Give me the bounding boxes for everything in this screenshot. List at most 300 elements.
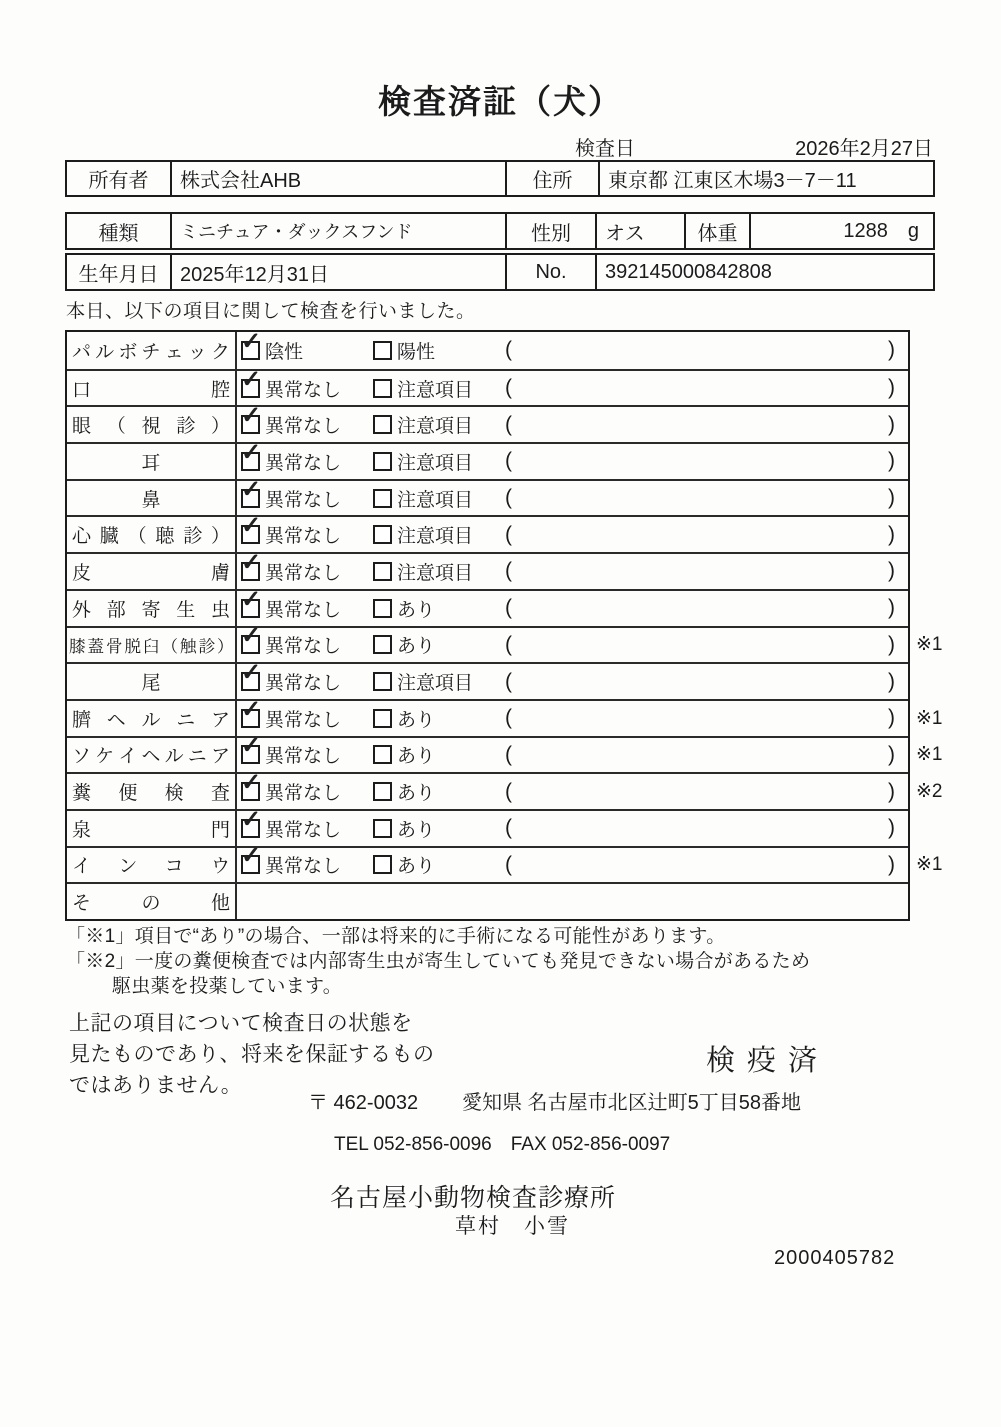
- checklist-row-options: [241, 659, 505, 695]
- label-char: 糞: [72, 783, 92, 805]
- label-char: ニ: [176, 709, 196, 731]
- checked-checkbox-icon: [241, 365, 262, 398]
- owner-table: [65, 160, 935, 197]
- paren-close-text: ): [888, 632, 895, 656]
- label-char: 診: [183, 526, 203, 548]
- option-label: 異常なし: [265, 379, 342, 401]
- label-char: 皮: [72, 562, 92, 584]
- checklist-row: [67, 882, 908, 919]
- paren-open-text: (: [505, 632, 512, 656]
- checked-checkbox-icon: [241, 622, 262, 654]
- birth-label: 生年月日: [78, 263, 159, 286]
- no-label: No.: [505, 255, 595, 289]
- checked-checkbox-icon: [241, 402, 262, 434]
- paren-close-text: ): [888, 852, 895, 876]
- clinic-address-line: [308, 1086, 801, 1115]
- checklist-row-options: [241, 842, 505, 878]
- footnotes: [66, 924, 810, 999]
- checklist-row-options: [241, 695, 505, 732]
- check-mark-icon: ✓: [241, 695, 262, 723]
- option-label: 注意項目: [397, 673, 474, 695]
- option-label: 異常なし: [265, 636, 342, 658]
- option-secondary: [373, 705, 505, 732]
- option-label: 異常なし: [265, 599, 342, 621]
- option-primary: [241, 365, 373, 402]
- checklist-row: [67, 769, 943, 809]
- label-char: チ: [141, 341, 161, 363]
- option-primary: [241, 769, 373, 805]
- label-char: 虫: [210, 599, 230, 621]
- checked-checkbox-icon: [241, 842, 262, 874]
- checked-checkbox-icon: [241, 585, 262, 618]
- row-note: [916, 884, 962, 919]
- unchecked-checkbox-icon: [373, 415, 392, 434]
- weight-label: 体重: [684, 214, 749, 248]
- checklist-row-label: [67, 848, 237, 883]
- checklist-row-content: [237, 622, 943, 663]
- paren-open-text: (: [505, 596, 512, 620]
- paren-close-text: ): [888, 816, 895, 840]
- label-char: 便: [118, 783, 138, 805]
- paren-close-text: ): [888, 742, 895, 766]
- checklist-row-content: [237, 548, 908, 589]
- checklist-row-content: [237, 585, 908, 626]
- paren-close-text: ): [888, 486, 895, 510]
- no-value: 392145000842808: [595, 255, 933, 289]
- check-mark-icon: ✓: [241, 659, 262, 687]
- option-primary: [241, 438, 373, 475]
- checklist-row: [67, 585, 908, 626]
- check-mark-icon: ✓: [241, 402, 262, 430]
- label-char: ア: [210, 746, 230, 768]
- option-label: 異常なし: [265, 709, 342, 731]
- label-char: ク: [210, 341, 230, 363]
- option-primary: [241, 805, 373, 842]
- checklist-row: [67, 327, 908, 369]
- unchecked-checkbox-icon: [373, 855, 392, 874]
- document-title: 検査済証（犬）: [378, 83, 623, 120]
- disclaimer-line-1: 上記の項目について検査日の状態を: [69, 1012, 413, 1035]
- label-char: 膝: [69, 637, 85, 656]
- sex-value: オス: [595, 214, 684, 248]
- checked-checkbox-icon: [241, 548, 262, 581]
- checklist-row-content: [237, 475, 908, 516]
- paren-close-text: ): [888, 706, 895, 730]
- checklist-row: [67, 659, 908, 699]
- checklist-row-options: [241, 327, 505, 364]
- label-char: 診: [176, 416, 196, 438]
- label-char: 蓋: [87, 637, 104, 656]
- checklist-row: [67, 438, 908, 479]
- option-secondary: [373, 558, 505, 585]
- label-char: ケ: [95, 746, 115, 768]
- option-label: 異常なし: [265, 489, 342, 511]
- checklist-row-options: [241, 402, 505, 438]
- unchecked-checkbox-icon: [373, 562, 392, 581]
- option-secondary: [373, 485, 505, 512]
- option-primary: [241, 548, 373, 585]
- paren-open-text: (: [505, 742, 512, 766]
- option-secondary: [373, 778, 505, 805]
- paren-open-text: (: [505, 559, 512, 583]
- option-label: あり: [397, 636, 436, 658]
- label-char: の: [141, 893, 161, 915]
- label-char: 寄: [141, 599, 161, 621]
- checklist-row-label: [67, 481, 237, 516]
- option-label: 異常なし: [265, 526, 342, 548]
- check-mark-icon: ✓: [241, 548, 262, 576]
- label-char: 脱: [124, 637, 141, 656]
- paren-close-text: ): [888, 412, 895, 436]
- option-label: 注意項目: [397, 452, 474, 474]
- checklist-row-options: [241, 548, 505, 585]
- option-secondary: [373, 631, 505, 658]
- option-label: 注意項目: [397, 379, 474, 401]
- option-primary: [241, 585, 373, 622]
- label-char: ェ: [164, 341, 184, 363]
- label-char: 臼: [143, 637, 159, 656]
- paren-close-text: ): [888, 779, 895, 803]
- paren-close-text: ): [888, 522, 895, 546]
- option-secondary: [373, 337, 505, 364]
- row-note: [916, 481, 962, 516]
- label-char: 眼: [72, 416, 92, 438]
- label-char: 聴: [155, 526, 175, 548]
- label-char: （: [127, 526, 147, 548]
- option-label: 異常なし: [265, 746, 342, 768]
- row-note: [916, 554, 962, 589]
- checklist-row-options: [241, 732, 505, 768]
- checked-checkbox-icon: [241, 769, 262, 801]
- option-primary: [241, 512, 373, 548]
- row-note: [916, 444, 962, 479]
- label-char: ヘ: [141, 746, 161, 768]
- checked-checkbox-icon: [241, 438, 262, 471]
- checklist-row-content: [237, 884, 908, 919]
- option-secondary: [373, 595, 505, 622]
- unchecked-checkbox-icon: [373, 709, 392, 728]
- option-primary: [241, 842, 373, 878]
- check-mark-icon: ✓: [241, 365, 262, 393]
- option-label: あり: [397, 819, 436, 841]
- checklist-row-label: [67, 517, 237, 552]
- label-char: イ: [72, 856, 92, 878]
- pet-table-row-2: [65, 253, 935, 291]
- option-secondary: [373, 851, 505, 878]
- exam-date-value: 2026年2月27日: [795, 138, 933, 160]
- paren-open-text: (: [505, 779, 512, 803]
- paren-open-text: (: [505, 412, 512, 436]
- sex-label: 性別: [505, 214, 595, 248]
- option-primary: [241, 695, 373, 732]
- row-note: ※1: [916, 854, 943, 876]
- option-label: 異常なし: [265, 452, 342, 474]
- option-primary: [241, 327, 373, 364]
- owner-label: 所有者: [88, 170, 149, 192]
- label-char: 泉: [72, 819, 92, 841]
- option-label: あり: [397, 856, 436, 878]
- checklist-row-label: [67, 774, 237, 809]
- unchecked-checkbox-icon: [373, 672, 392, 691]
- checked-checkbox-icon: [241, 805, 262, 838]
- checklist-row-content: [237, 695, 943, 736]
- option-label: 陽性: [397, 341, 436, 363]
- check-mark-icon: ✓: [241, 732, 262, 760]
- option-label: 陰性: [265, 341, 304, 363]
- checklist-row-label: [67, 628, 237, 663]
- unchecked-checkbox-icon: [373, 525, 392, 544]
- option-label: 注意項目: [397, 562, 474, 584]
- label-char: イ: [118, 746, 138, 768]
- checklist-row-label: [67, 664, 237, 699]
- check-mark-icon: ✓: [241, 769, 262, 797]
- label-char: ）: [210, 526, 230, 548]
- option-label: 異常なし: [265, 562, 342, 584]
- species-label: 種類: [98, 222, 139, 245]
- option-label: あり: [397, 709, 436, 731]
- option-secondary: [373, 411, 505, 438]
- option-secondary: [373, 815, 505, 842]
- row-note: ※2: [916, 781, 943, 803]
- checklist-row-content: [237, 842, 943, 883]
- checklist-row: [67, 805, 908, 846]
- label-char: 鼻: [141, 489, 161, 511]
- label-char: 触: [180, 637, 196, 656]
- label-char: ル: [164, 746, 184, 768]
- clinic-postal-code: 〒 462-0032: [308, 1092, 419, 1114]
- birth-value: 2025年12月31日: [170, 255, 505, 289]
- address-label: 住所: [505, 162, 598, 195]
- checked-checkbox-icon: [241, 695, 262, 728]
- option-label: 異常なし: [265, 819, 342, 841]
- row-note: [916, 591, 962, 626]
- label-char: ン: [118, 856, 138, 878]
- check-mark-icon: ✓: [241, 585, 262, 613]
- option-primary: [241, 622, 373, 658]
- label-char: ウ: [210, 856, 230, 878]
- checklist-row-options: [241, 475, 505, 512]
- exam-date-row: [575, 132, 933, 161]
- checklist-row-options: [241, 805, 505, 842]
- checklist-row: [67, 402, 908, 442]
- footnote-2-line-1: 「※2」一度の糞便検査では内部寄生虫が寄生していても発見できない場合があるため: [66, 951, 811, 972]
- label-char: ）: [210, 416, 230, 438]
- checklist-row: [67, 365, 908, 406]
- unchecked-checkbox-icon: [373, 379, 392, 398]
- paren-open-text: (: [505, 706, 512, 730]
- label-char: ア: [210, 709, 230, 731]
- footnote-2-line-2: 駆虫薬を投薬しています。: [112, 976, 343, 997]
- checklist-row-content: [237, 365, 908, 406]
- checklist-row-label: [67, 371, 237, 406]
- label-char: 腔: [210, 379, 230, 401]
- option-label: 異常なし: [265, 673, 342, 695]
- option-primary: [241, 659, 373, 695]
- checklist-row-label: [67, 591, 237, 626]
- serial-number: 2000405782: [774, 1247, 896, 1269]
- unchecked-checkbox-icon: [373, 599, 392, 618]
- row-note: [916, 664, 962, 699]
- paren-open-text: (: [505, 376, 512, 400]
- checklist-row-content: [237, 659, 908, 699]
- clinic-tel-fax: TEL 052-856-0096 FAX 052-856-0097: [334, 1134, 671, 1155]
- label-char: 外: [72, 599, 92, 621]
- check-mark-icon: ✓: [241, 842, 262, 870]
- checklist-row-content: [237, 327, 908, 369]
- checklist-row-label: [67, 444, 237, 479]
- paren-close-text: ): [888, 559, 895, 583]
- paren-close-text: ): [888, 669, 895, 693]
- row-note: [916, 517, 962, 552]
- clinic-address: 愛知県 名古屋市北区辻町5丁目58番地: [462, 1092, 802, 1114]
- unchecked-checkbox-icon: [373, 635, 392, 654]
- weight-cell: [749, 214, 933, 248]
- row-note: ※1: [916, 634, 943, 656]
- paren-close-text: ): [888, 449, 895, 473]
- label-char: （: [161, 637, 178, 656]
- paren-open-text: (: [505, 449, 512, 473]
- row-note: [916, 811, 962, 846]
- option-label: 異常なし: [265, 856, 342, 878]
- paren-close-text: ): [888, 376, 895, 400]
- row-note: ※1: [916, 707, 943, 729]
- checked-checkbox-icon: [241, 659, 262, 691]
- label-char: 査: [210, 783, 230, 805]
- label-char: コ: [164, 856, 184, 878]
- label-char: パ: [72, 341, 92, 363]
- checklist-row-label: [67, 701, 237, 736]
- checklist-row-content: [237, 512, 908, 552]
- pet-table-row-1: [65, 212, 935, 250]
- label-char: 生: [176, 599, 196, 621]
- footnote-1: 「※1」項目で“あり”の場合、一部は将来的に手術になる可能性があります。: [66, 926, 726, 947]
- label-char: ボ: [118, 341, 138, 363]
- checked-checkbox-icon: [241, 732, 262, 764]
- checklist-row: [67, 512, 908, 552]
- check-mark-icon: ✓: [241, 475, 262, 503]
- species-value: ミニチュア・ダックスフンド: [170, 214, 505, 248]
- checklist-row: [67, 842, 943, 883]
- checklist-row: [67, 548, 908, 589]
- paren-open-text: (: [505, 816, 512, 840]
- clinic-name: 名古屋小動物検査診療所: [330, 1184, 617, 1212]
- unchecked-checkbox-icon: [373, 452, 392, 471]
- row-note: [916, 407, 962, 442]
- label-char: 耳: [141, 452, 161, 474]
- option-secondary: [373, 668, 505, 695]
- option-label: 異常なし: [265, 783, 342, 805]
- checklist-row: [67, 622, 943, 663]
- check-mark-icon: ✓: [241, 622, 262, 650]
- label-char: 口: [72, 379, 92, 401]
- option-label: あり: [397, 599, 436, 621]
- option-label: 注意項目: [397, 489, 474, 511]
- checklist-row-content: [237, 732, 943, 773]
- checklist-row-options: [241, 769, 505, 805]
- unchecked-checkbox-icon: [373, 489, 392, 508]
- checked-checkbox-icon: [241, 475, 262, 508]
- label-char: 検: [164, 783, 184, 805]
- option-label: 注意項目: [397, 416, 474, 438]
- paren-open-text: (: [505, 486, 512, 510]
- unchecked-checkbox-icon: [373, 745, 392, 764]
- disclaimer-line-2: 見たものであり、将来を保証するもの: [69, 1043, 435, 1066]
- weight-unit: g: [907, 219, 919, 242]
- option-secondary: [373, 741, 505, 768]
- checked-checkbox-icon: [241, 512, 262, 544]
- label-char: 心: [72, 526, 92, 548]
- checklist-row-label: [67, 332, 237, 369]
- label-char: 他: [210, 893, 230, 915]
- checklist-row-options: [241, 365, 505, 402]
- checked-checkbox-icon: [241, 327, 262, 360]
- label-char: ッ: [187, 341, 207, 363]
- label-char: 診: [198, 637, 215, 656]
- label-char: そ: [72, 893, 92, 915]
- checklist-row-options: [241, 585, 505, 622]
- checklist-row: [67, 475, 908, 516]
- examiner-name: 草村 小雪: [455, 1215, 570, 1238]
- disclaimer-line-3: ではありません。: [69, 1074, 243, 1097]
- weight-value: 1288: [843, 219, 888, 242]
- option-label: あり: [397, 783, 436, 805]
- unchecked-checkbox-icon: [373, 782, 392, 801]
- label-char: 門: [210, 819, 230, 841]
- check-mark-icon: ✓: [241, 512, 262, 540]
- unchecked-checkbox-icon: [373, 341, 392, 360]
- checklist-row-content: [237, 769, 943, 809]
- checklist-row-label: [67, 884, 237, 919]
- paren-open-text: (: [505, 338, 512, 362]
- quarantine-stamp: 検疫済: [706, 1045, 830, 1077]
- paren-close-text: ): [888, 596, 895, 620]
- label-char: ヘ: [106, 709, 126, 731]
- label-char: 視: [141, 416, 161, 438]
- exam-date-label: 検査日: [575, 138, 635, 160]
- checklist-row-label: [67, 738, 237, 773]
- unchecked-checkbox-icon: [373, 819, 392, 838]
- checklist-row-options: [241, 622, 505, 658]
- option-primary: [241, 475, 373, 512]
- row-note: [916, 371, 962, 406]
- paren-close-text: ): [888, 338, 895, 362]
- option-label: 注意項目: [397, 526, 474, 548]
- checklist-row-label: [67, 811, 237, 846]
- label-char: 部: [106, 599, 126, 621]
- option-secondary: [373, 521, 505, 548]
- label-char: ル: [95, 341, 115, 363]
- option-label: あり: [397, 746, 436, 768]
- label-char: ル: [141, 709, 161, 731]
- label-char: ソ: [72, 746, 92, 768]
- checklist-row-label: [67, 407, 237, 442]
- label-char: 尾: [141, 673, 161, 695]
- paren-open-text: (: [505, 669, 512, 693]
- checklist-row-label: [67, 554, 237, 589]
- label-char: ニ: [187, 746, 207, 768]
- checklist-row: [67, 732, 943, 773]
- paren-open-text: (: [505, 522, 512, 546]
- label-char: ）: [217, 637, 233, 656]
- label-char: 膚: [210, 562, 230, 584]
- option-label: 異常なし: [265, 416, 342, 438]
- label-char: 骨: [106, 637, 122, 656]
- option-secondary: [373, 375, 505, 402]
- check-mark-icon: ✓: [241, 438, 262, 466]
- address-value: 東京都 江東区木場3－7－11: [598, 162, 933, 195]
- paren-open-text: (: [505, 852, 512, 876]
- row-note: [916, 332, 962, 369]
